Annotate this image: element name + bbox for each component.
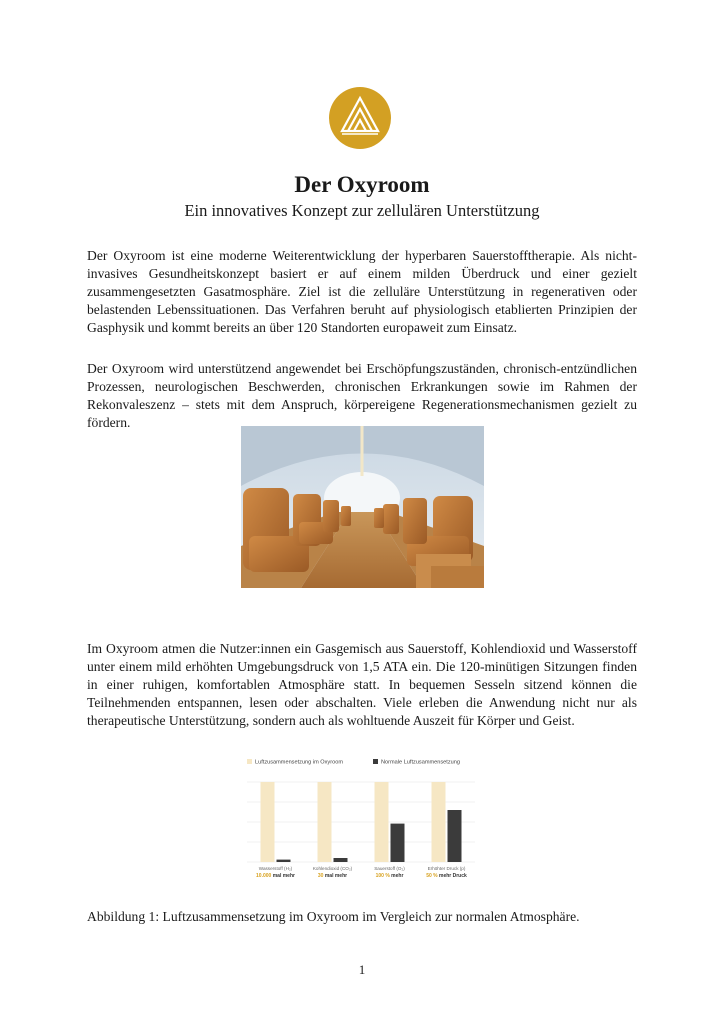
chart-category-value xyxy=(426,873,467,879)
air-composition-chart xyxy=(241,752,481,892)
chart-value-suffix: mal mehr xyxy=(324,873,348,879)
legend-swatch-oxyroom xyxy=(247,759,252,764)
page-number: 1 xyxy=(358,962,366,977)
chart-value-suffix: mehr Druck xyxy=(439,873,467,879)
oxyroom-interior-photo xyxy=(241,426,484,588)
oxyroom-logo xyxy=(329,87,391,149)
chart-bar-normal xyxy=(448,810,462,862)
chart-category-label: Kohlendioxid (CO₂) xyxy=(312,866,353,871)
document-title: Der Oxyroom xyxy=(294,172,430,197)
chart-bar-oxyroom xyxy=(375,782,389,862)
chart-category-label: Erhöhter Druck (p) xyxy=(427,866,466,871)
application-paragraph: Der Oxyroom wird unterstützend angewendet bei Erschöpfungszuständen, chronisch-entzündlichen Prozessen, neurologischen Beschwerden, chronischen Erkrankungen sowie im Rahmen der Rekonvaleszenz – stets mit dem Anspruch, körpereigene Regenerationsmechanismen gezielt zu fördern. xyxy=(87,360,637,431)
chart-value-suffix: mal mehr xyxy=(272,873,295,879)
figure-caption: Abbildung 1: Luftzusammensetzung im Oxyroom im Vergleich zur normalen Atmosphäre. xyxy=(87,909,580,924)
legend-swatch-normal xyxy=(373,759,378,764)
chart-bar-oxyroom xyxy=(432,782,446,862)
chart-value-highlight: 30 xyxy=(317,873,325,879)
chart-bar-normal xyxy=(334,858,348,862)
chart-value-highlight: 10.000 xyxy=(256,873,273,879)
usage-paragraph: Im Oxyroom atmen die Nutzer:innen ein Gasgemisch aus Sauerstoff, Kohlendioxid und Wasserstoff unter einem mild erhöhten Umgebungsdruck von 1,5 ATA ein. Die 120-minütigen Sitzungen finden in einer ruhigen, komfortablen Atmosphäre statt. In bequemen Sesseln sitzend können die Teilnehmenden entspannen, lesen oder abschalten. Viele erleben die Anwendung nicht nur als therapeutische Unterstützung, sondern auch als wohltuende Auszeit für Körper und Geist. xyxy=(87,640,637,729)
chart-category-value xyxy=(376,873,404,879)
document-subtitle: Ein innovatives Konzept zur zellulären Unterstützung xyxy=(184,201,540,220)
chart-category-label: Sauerstoff (O₂) xyxy=(374,866,405,871)
legend-label-oxyroom: Luftzusammensetzung im Oxyroom xyxy=(255,759,343,766)
chart-value-suffix: mehr xyxy=(391,873,404,879)
chart-bar-normal xyxy=(391,824,405,862)
intro-paragraph: Der Oxyroom ist eine moderne Weiterentwicklung der hyperbaren Sauerstofftherapie. Als nicht-invasives Gesundheitskonzept basiert er auf einem milden Überdruck und einer gezielt zusammengesetzten Gasatmosphäre. Ziel ist die zelluläre Unterstützung in regenerativen oder belastenden Lebenssituationen. Das Verfahren beruht auf physiologisch etablierten Prinzipien der Gasphysik und kommt bereits an über 120 Standorten europaweit zum Einsatz. xyxy=(87,247,637,336)
legend-label-normal: Normale Luftzusammensetzung xyxy=(381,759,460,766)
chart-value-highlight: 100 % xyxy=(375,873,392,879)
chart-bar-oxyroom xyxy=(318,782,332,862)
chart-bar-oxyroom xyxy=(261,782,275,862)
chart-category-value xyxy=(256,873,295,879)
chart-category-label: Wasserstoff (H₂) xyxy=(258,866,293,871)
chart-value-highlight: 50 % xyxy=(426,873,439,879)
chart-bar-normal xyxy=(277,860,291,862)
chart-category-value xyxy=(318,873,347,879)
